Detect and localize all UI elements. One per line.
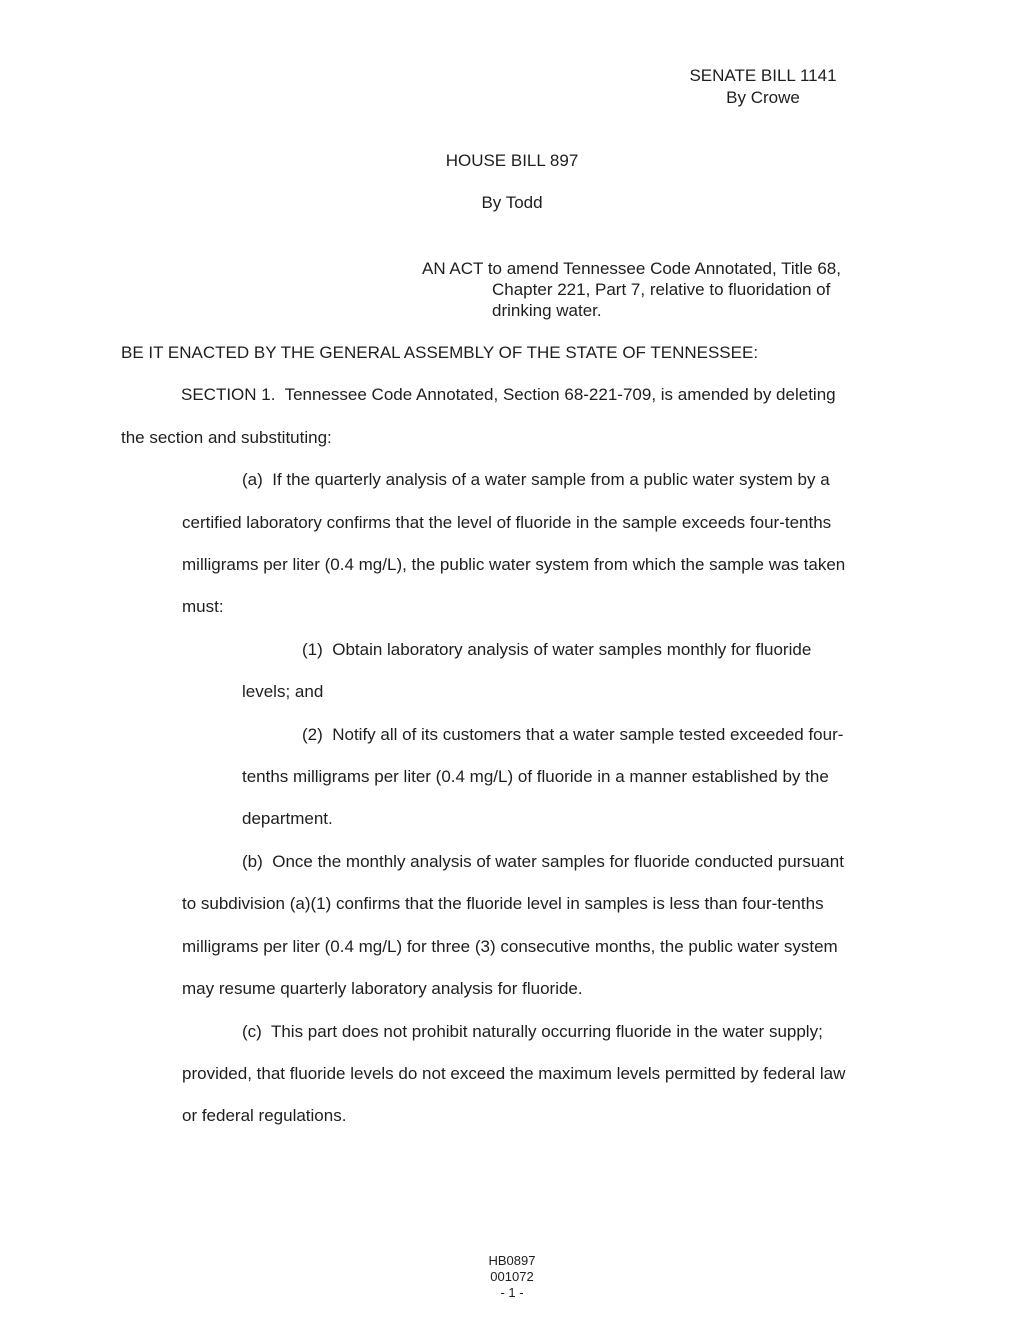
caption-line-2: Chapter 221, Part 7, relative to fluoridation of [492,280,831,299]
subdivision-2-line-3: department. [242,809,333,829]
house-bill-sponsor: By Todd [481,193,543,212]
enacting-clause-line-1: BE IT ENACTED BY THE GENERAL ASSEMBLY OF THE STATE OF TENNESSEE: [121,343,759,362]
footer-code-number: 001072 [490,1268,534,1284]
subsection-b-line-1: (b) Once the monthly analysis of water samples for fluoride conducted pursuant [242,851,844,871]
subsection-c-line-3: or federal regulations. [182,1106,347,1126]
caption-line-1: AN ACT to amend Tennessee Code Annotated, Title 68, [422,259,841,278]
footer-page-number: - 1 - [500,1284,524,1300]
subsection-c-line-1: (c) This part does not prohibit naturally occurring fluoride in the water supply; [242,1021,823,1041]
subsection-a-line-2: certified laboratory confirms that the level of fluoride in the sample exceeds four-tenths [182,512,832,532]
bill-body-text [0,332,1024,1138]
subsection-a-line-1: (a) If the quarterly analysis of a water sample from a public water system by a [242,470,830,490]
subdivision-2-line-1: (2) Notify all of its customers that a water sample tested exceeded four- [302,724,844,744]
subsection-b-line-4: may resume quarterly laboratory analysis for fluoride. [182,979,583,999]
subsection-b-line-2: to subdivision (a)(1) confirms that the fluoride level in samples is less than four-tenths [182,894,824,914]
bill-caption [0,258,1024,321]
page-footer [0,1253,1024,1300]
section-1-line-1: SECTION 1. Tennessee Code Annotated, Section 68-221-709, is amended by deleting [181,385,836,405]
footer-bill-number: HB0897 [488,1253,536,1268]
subdivision-1-line-1: (1) Obtain laboratory analysis of water samples monthly for fluoride [302,639,812,659]
subsection-c-line-2: provided, that fluoride levels do not exceed the maximum levels permitted by federal law [182,1063,846,1083]
senate-bill-sponsor: By Crowe [726,88,800,107]
subdivision-1-line-2: levels; and [242,682,324,702]
subdivision-2-line-2: tenths milligrams per liter (0.4 mg/L) of fluoride in a manner established by the [242,767,829,787]
section-1-line-2: the section and substituting: [121,427,332,447]
subsection-a-line-3: milligrams per liter (0.4 mg/L), the public water system from which the sample was taken [182,555,846,575]
subsection-b-line-3: milligrams per liter (0.4 mg/L) for three (3) consecutive months, the public water system [182,936,838,956]
senate-bill-title: SENATE BILL 1141 [689,66,837,85]
subsection-a-line-4: must: [182,597,224,617]
caption-line-3: drinking water. [492,301,602,320]
house-bill-title: HOUSE BILL 897 [445,151,579,170]
senate-bill-heading [563,65,963,109]
